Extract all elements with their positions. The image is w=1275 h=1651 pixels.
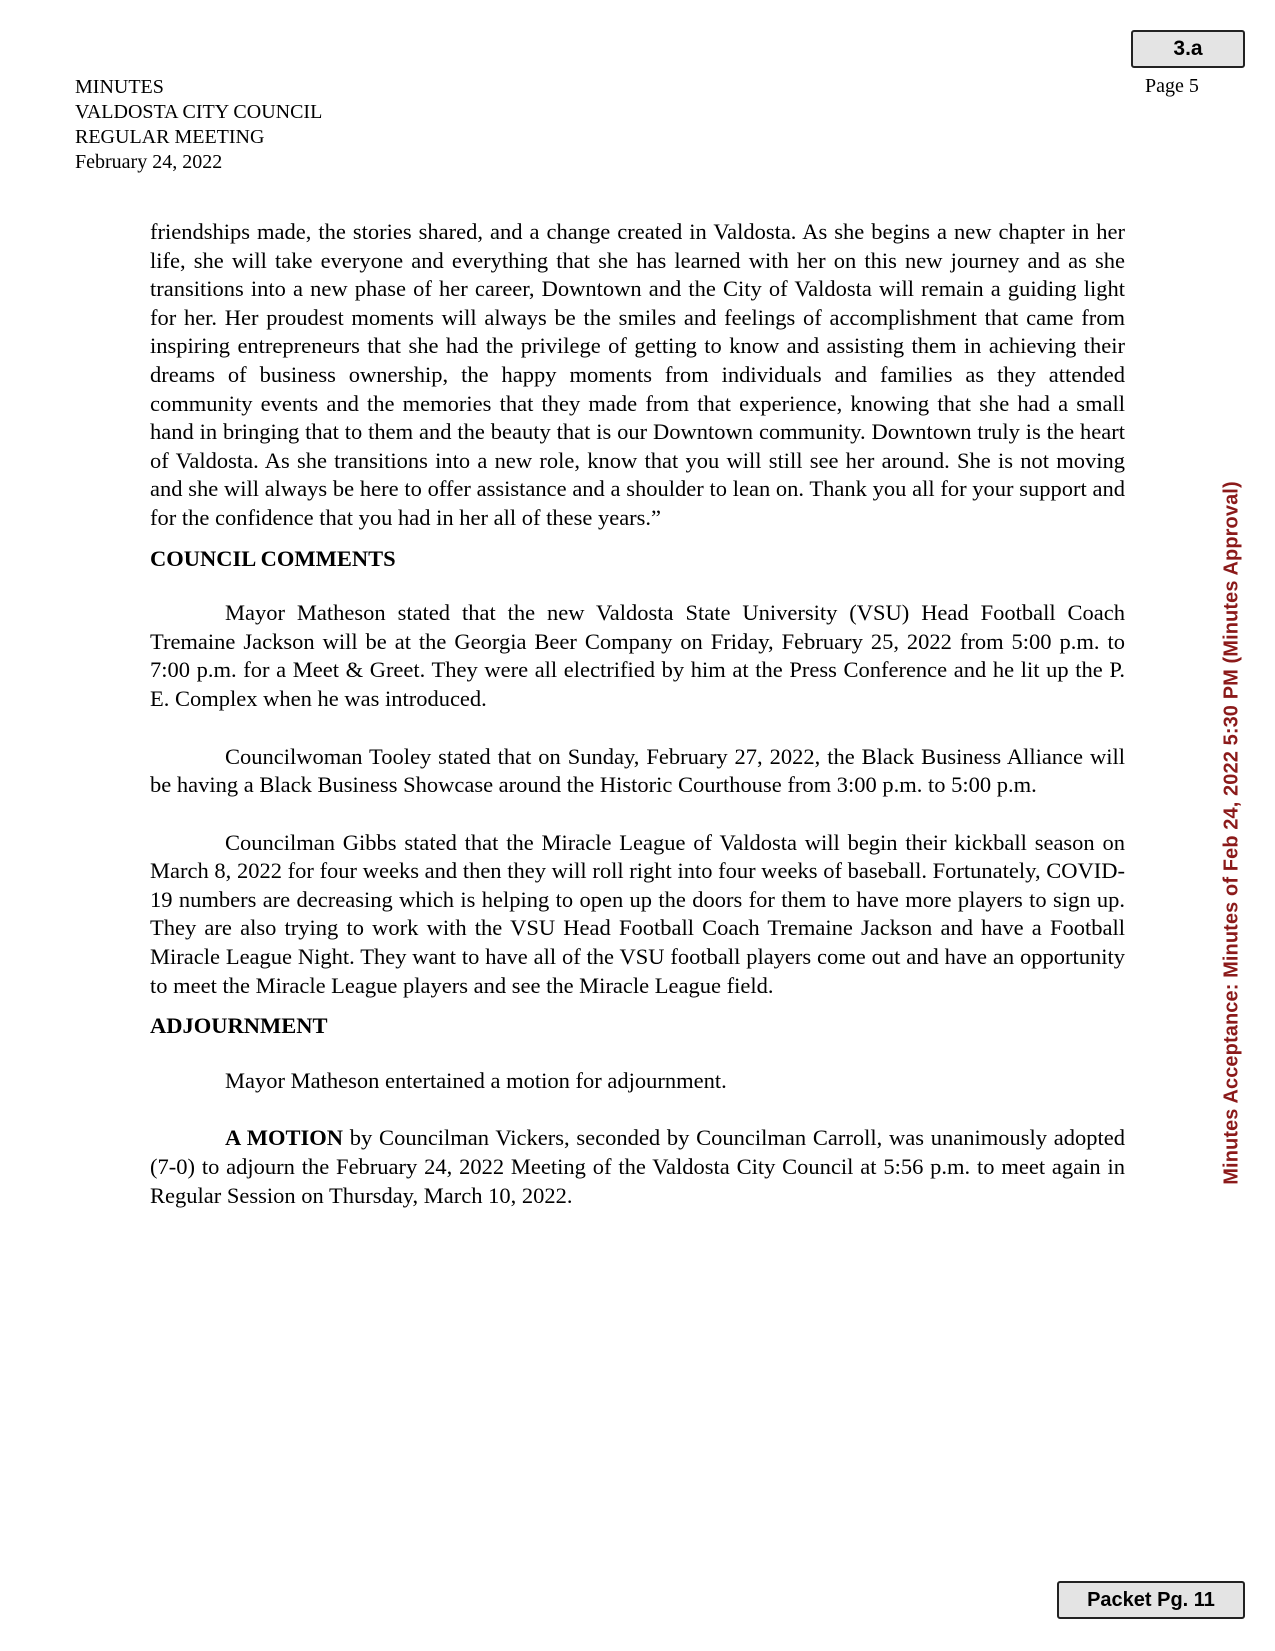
header-line-meeting-type: REGULAR MEETING — [75, 126, 265, 148]
motion-text: by Councilman Vickers, seconded by Councilman Carroll, was unanimously adopted (7-0) to adjourn the February 24, 2022 Meeting of the Valdosta City Council at 5:56 p.m. to meet again in Regular Session on Thursday, March 10, 2022. — [150, 1125, 1126, 1208]
motion-lead: A MOTION — [225, 1125, 344, 1151]
council-comments-heading: COUNCIL COMMENTS — [150, 545, 396, 571]
council-comment-tooley: Councilwoman Tooley stated that on Sunday, February 27, 2022, the Black Business Alliance will be having a Black Business Showcase around the Historic Courthouse from 3:00 p.m. to 5:00 p.m. — [150, 743, 1125, 798]
header-line-minutes: MINUTES — [75, 76, 164, 98]
document-header — [75, 75, 322, 175]
header-line-date: February 24, 2022 — [75, 151, 223, 173]
council-comment-gibbs: Councilman Gibbs stated that the Miracle League of Valdosta will begin their kickball season on March 8, 2022 for four weeks and then they will roll right into four weeks of baseball. Fortunately, COVID-19 numbers are decreasing which is helping to open up the doors for them to have more players to sign up. They are also trying to work with the VSU Head Football Coach Tremaine Jackson and have a Football Miracle League Night. They want to have all of the VSU football players come out and have an opportunity to meet the Miracle League players and see the Miracle League field. — [150, 829, 1125, 998]
packet-page-badge: Packet Pg. 11 — [1057, 1581, 1245, 1619]
council-comment-mayor: Mayor Matheson stated that the new Valdosta State University (VSU) Head Football Coach Tremaine Jackson will be at the Georgia Beer Company on Friday, February 25, 2022 from 5:00 p.m. to 7:00 p.m. for a Meet & Greet. They were all electrified by him at the Press Conference and he lit up the P. E. Complex when he was introduced. — [150, 600, 1125, 711]
adjournment-paragraph: Mayor Matheson entertained a motion for adjournment. — [225, 1067, 727, 1093]
sidebar-stamp: Minutes Acceptance: Minutes of Feb 24, 2022 5:30 PM (Minutes Approval) — [1220, 481, 1243, 1185]
continued-paragraph: friendships made, the stories shared, and a change created in Valdosta. As she begins a new chapter in her life, she will take everyone and everything that she has learned with her on this new journey and as she transitions into a new phase of her career, Downtown and the City of Valdosta will remain a guiding light for her. Her proudest moments will always be the smiles and feelings of accomplishment that came from inspiring entrepreneurs that she had the privilege of getting to know and assisting them in achieving their dreams of business ownership, the happy moments from individuals and families as they attended community events and the memories that they made from that experience, knowing that she had a small hand in bringing that to them and the beauty that is our Downtown community. Downtown truly is the heart of Valdosta. As she transitions into a new role, know that you will still see her around. She is not moving and she will always be here to offer assistance and a shoulder to lean on. Thank you all for your support and for the confidence that you had in her all of these years.” — [150, 219, 1125, 530]
motion-paragraph — [150, 1124, 1125, 1210]
page-number: Page 5 — [1145, 75, 1199, 97]
adjournment-heading: ADJOURNMENT — [150, 1013, 328, 1039]
header-line-council: VALDOSTA CITY COUNCIL — [75, 101, 323, 123]
agenda-item-badge: 3.a — [1131, 30, 1245, 68]
document-body — [150, 218, 1125, 1210]
